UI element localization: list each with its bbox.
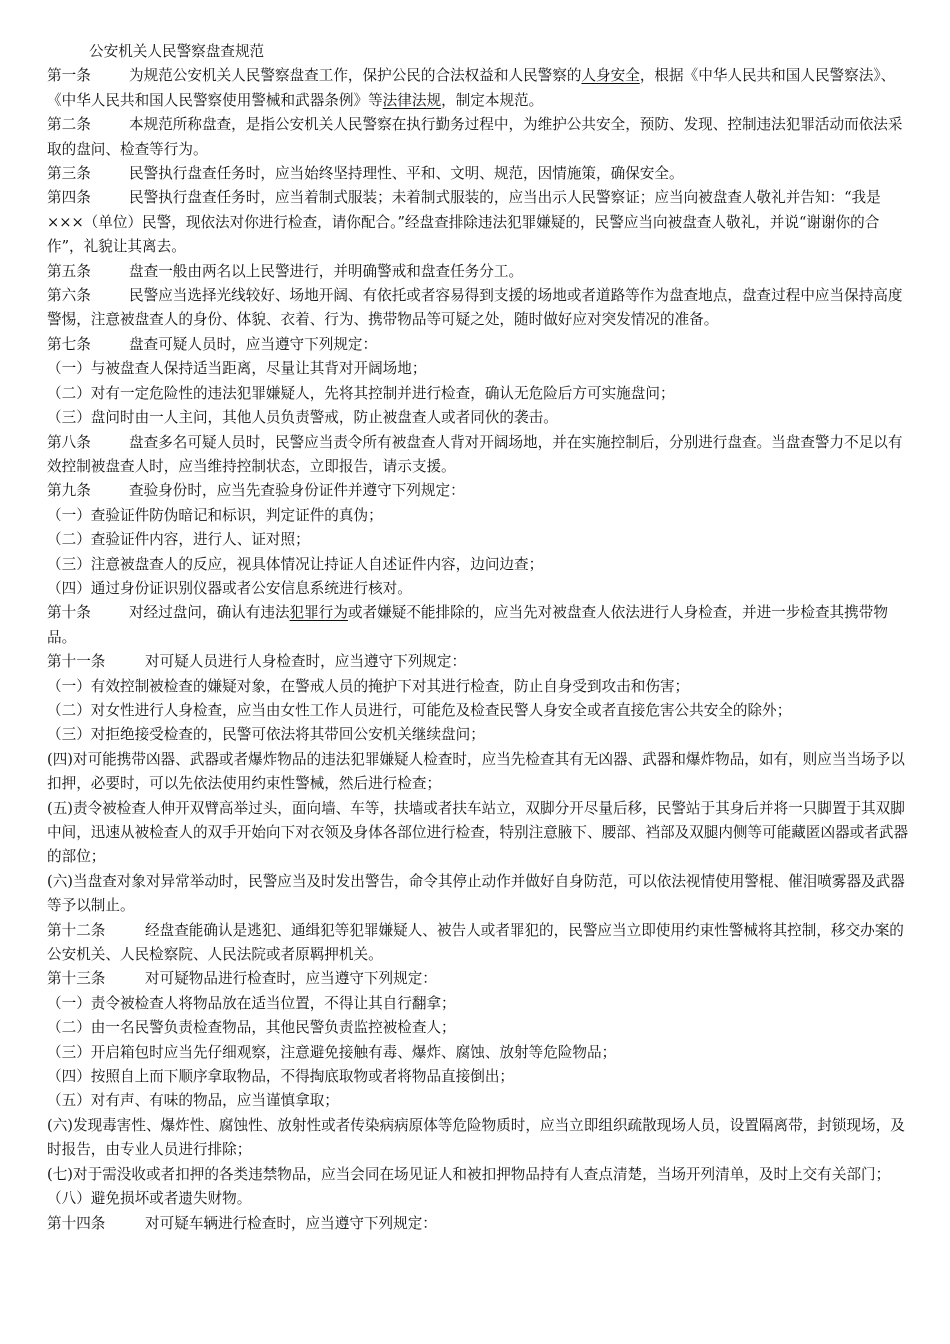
paragraph-text: (四)对可能携带凶器、武器或者爆炸物品的违法犯罪嫌疑人检查时，应当先检查其有无凶器、武器和爆炸物品，如有，则应当当场予以扣押，必要时，可以先依法使用约束性警械，然后进行检查； xyxy=(47,750,905,793)
article-paragraph xyxy=(47,1212,912,1236)
paragraph-text: (七)对于需没收或者扣押的各类违禁物品，应当会同在场见证人和被扣押物品持有人查点清楚，当场开列清单，及时上交有关部门； xyxy=(47,1165,891,1183)
paragraph-text: 查验身份时，应当先查验身份证件并遵守下列规定： xyxy=(129,482,465,500)
clause-paragraph xyxy=(47,1089,912,1113)
underlined-link[interactable]: 人身安全 xyxy=(581,67,640,85)
paragraph-text: （四）通过身份证识别仪器或者公安信息系统进行核对。 xyxy=(47,579,412,597)
clause-paragraph xyxy=(47,723,912,747)
clause-paragraph xyxy=(47,748,912,797)
paragraph-text: （五）对有声、有味的物品，应当谨慎拿取； xyxy=(47,1092,339,1110)
paragraph-text: （三）注意被盘查人的反应，视具体情况让持证人自述证件内容，边问边查； xyxy=(47,555,544,573)
paragraph-text: 对可疑车辆进行检查时，应当遵守下列规定： xyxy=(145,1214,437,1232)
article-number: 第八条 xyxy=(47,433,91,451)
article-number: 第十二条 xyxy=(47,921,106,939)
article-paragraph xyxy=(47,260,912,284)
clause-paragraph xyxy=(47,553,912,577)
paragraph-text: 民警执行盘查任务时，应当始终坚持理性、平和、文明、规范，因情施策，确保安全。 xyxy=(129,165,684,183)
paragraph-text: 民警应当选择光线较好、场地开阔、有依托或者容易得到支援的场地或者道路等作为盘查地点，盘查过程中应当保持高度警惕，注意被盘查人的身份、体貌、衣着、行为、携带物品等可疑之处，随时做好应对突发情况的准备。 xyxy=(47,287,903,329)
paragraph-text: （三）盘问时由一人主问，其他人员负责警戒，防止被盘查人或者同伙的袭击。 xyxy=(47,409,558,427)
clause-paragraph xyxy=(47,870,912,919)
paragraph-text: 对经过盘问，确认有违法 xyxy=(129,604,290,622)
document-title: 公安机关人民警察盘查规范 xyxy=(89,43,265,60)
paragraph-text: 或者嫌疑不能排除的，应当先对被盘查人依法进行人身检查，并进一步检查其携带物品。 xyxy=(47,604,888,646)
article-number: 第二条 xyxy=(47,116,91,134)
paragraph-text: （三）对拒绝接受检查的，民警可依法将其带回公安机关继续盘问； xyxy=(47,726,485,744)
clause-paragraph xyxy=(47,357,912,381)
paragraph-text: （一）查验证件防伪暗记和标识，判定证件的真伪； xyxy=(47,506,383,524)
paragraph-text: 盘查多名可疑人员时，民警应当责令所有被盘查人背对开阔场地，并在实施控制后，分别进行盘查。当盘查警力不足以有效控制被盘查人时，应当维持控制状态，立即报告，请示支援。 xyxy=(47,433,903,475)
paragraph-text: ，制定本规范。 xyxy=(441,91,544,109)
article-number: 第三条 xyxy=(47,165,91,183)
paragraph-text: 盘查一般由两名以上民警进行，并明确警戒和盘查任务分工。 xyxy=(129,262,524,280)
clause-paragraph xyxy=(47,577,912,601)
article-paragraph xyxy=(47,64,912,113)
paragraph-text: 盘查可疑人员时，应当遵守下列规定： xyxy=(129,335,378,353)
paragraph-text: （二）对女性进行人身检查，应当由女性工作人员进行，可能危及检查民警人身安全或者直接危害公共安全的除外； xyxy=(47,701,792,719)
paragraph-text: 民警执行盘查任务时，应当着制式服装；未着制式服装的，应当出示人民警察证；应当向被盘查人敬礼并告知：“我是×××（单位）民警，现依法对你进行检查，请你配合。”经盘查排除违法犯罪嫌疑的，民警应当向被盘查人敬礼，并说“谢谢你的合作”，礼貌让其离去。 xyxy=(47,189,881,256)
article-paragraph xyxy=(47,967,912,991)
clause-paragraph xyxy=(47,1114,912,1163)
paragraph-text: ，根据《中华人民共和国人民警察法》、《中华人民共和国人民警察使用警械和武器条例》等 xyxy=(47,67,896,109)
paragraph-text: （三）开启箱包时应当先仔细观察，注意避免接触有毒、爆炸、腐蚀、放射等危险物品； xyxy=(47,1043,617,1061)
article-number: 第九条 xyxy=(47,482,91,500)
clause-paragraph xyxy=(47,382,912,406)
clause-paragraph xyxy=(47,1163,912,1187)
article-paragraph xyxy=(47,333,912,357)
paragraph-text: 本规范所称盘查，是指公安机关人民警察在执行勤务过程中，为维护公共安全，预防、发现、控制违法犯罪活动而依法采取的盘问、检查等行为。 xyxy=(47,116,903,158)
clause-paragraph xyxy=(47,992,912,1016)
clause-paragraph xyxy=(47,504,912,528)
clause-paragraph xyxy=(47,1065,912,1089)
article-number: 第十四条 xyxy=(47,1214,106,1232)
article-paragraph xyxy=(47,431,912,480)
clause-paragraph xyxy=(47,406,912,430)
paragraph-text: 对可疑物品进行检查时，应当遵守下列规定： xyxy=(145,970,437,988)
clause-paragraph xyxy=(47,1041,912,1065)
article-number: 第七条 xyxy=(47,335,91,353)
paragraph-text: （二）查验证件内容，进行人、证对照； xyxy=(47,531,310,549)
paragraph-text: （二）对有一定危险性的违法犯罪嫌疑人，先将其控制并进行检查，确认无危险后方可实施盘问； xyxy=(47,384,675,402)
underlined-link[interactable]: 犯罪行为 xyxy=(289,604,348,622)
article-number: 第十条 xyxy=(47,604,91,622)
paragraph-text: （一）与被盘查人保持适当距离，尽量让其背对开阔场地； xyxy=(47,360,427,378)
paragraph-text: 对可疑人员进行人身检查时，应当遵守下列规定： xyxy=(145,653,467,671)
document-body xyxy=(47,64,912,1236)
article-number: 第六条 xyxy=(47,287,91,305)
article-number: 第一条 xyxy=(47,67,91,85)
article-number: 第五条 xyxy=(47,262,91,280)
article-paragraph xyxy=(47,479,912,503)
clause-paragraph xyxy=(47,675,912,699)
underlined-link[interactable]: 法律法规 xyxy=(382,91,442,109)
article-paragraph xyxy=(47,113,912,162)
paragraph-text: 经盘查能确认是逃犯、通缉犯等犯罪嫌疑人、被告人或者罪犯的，民警应当立即使用约束性警械将其控制，移交办案的公安机关、人民检察院、人民法院或者原羁押机关。 xyxy=(47,921,904,964)
clause-paragraph xyxy=(47,528,912,552)
paragraph-text: (六)当盘查对象对异常举动时，民警应当及时发出警告，命令其停止动作并做好自身防范，可以依法视情使用警棍、催泪喷雾器及武器等予以制止。 xyxy=(47,872,905,915)
clause-paragraph xyxy=(47,1187,912,1211)
paragraph-text: （四）按照自上而下顺序拿取物品，不得掏底取物或者将物品直接倒出； xyxy=(47,1068,515,1086)
article-paragraph xyxy=(47,162,912,186)
paragraph-text: （八）避免损坏或者遗失财物。 xyxy=(47,1190,252,1208)
article-number: 第十一条 xyxy=(47,653,106,671)
paragraph-text: 为规范公安机关人民警察盘查工作，保护公民的合法权益和人民警察的 xyxy=(129,67,582,85)
article-paragraph xyxy=(47,601,912,650)
paragraph-text: (六)发现毒害性、爆炸性、腐蚀性、放射性或者传染病病原体等危险物质时，应当立即组织疏散现场人员，设置隔离带，封锁现场，及时报告，由专业人员进行排除； xyxy=(47,1116,905,1159)
article-number: 第四条 xyxy=(47,189,91,207)
article-paragraph xyxy=(47,284,912,333)
clause-paragraph xyxy=(47,797,912,870)
paragraph-text: （一）责令被检查人将物品放在适当位置，不得让其自行翻拿； xyxy=(47,994,456,1012)
paragraph-text: （二）由一名民警负责检查物品，其他民警负责监控被检查人； xyxy=(47,1019,456,1037)
article-paragraph xyxy=(47,650,912,674)
article-paragraph xyxy=(47,186,912,259)
clause-paragraph xyxy=(47,1016,912,1040)
paragraph-text: (五)责令被检查人伸开双臂高举过头，面向墙、车等，扶墙或者扶车站立，双脚分开尽量后移，民警站于其身后并将一只脚置于其双脚中间，迅速从被检查人的双手开始向下对衣领及身体各部位进行检查，特别注意腋下、腰部、裆部及双腿内侧等可能藏匿凶器或者武器的部位； xyxy=(47,799,909,866)
clause-paragraph xyxy=(47,699,912,723)
article-paragraph xyxy=(47,919,912,968)
paragraph-text: （一）有效控制被检查的嫌疑对象，在警戒人员的掩护下对其进行检查，防止自身受到攻击和伤害； xyxy=(47,677,690,695)
article-number: 第十三条 xyxy=(47,970,106,988)
